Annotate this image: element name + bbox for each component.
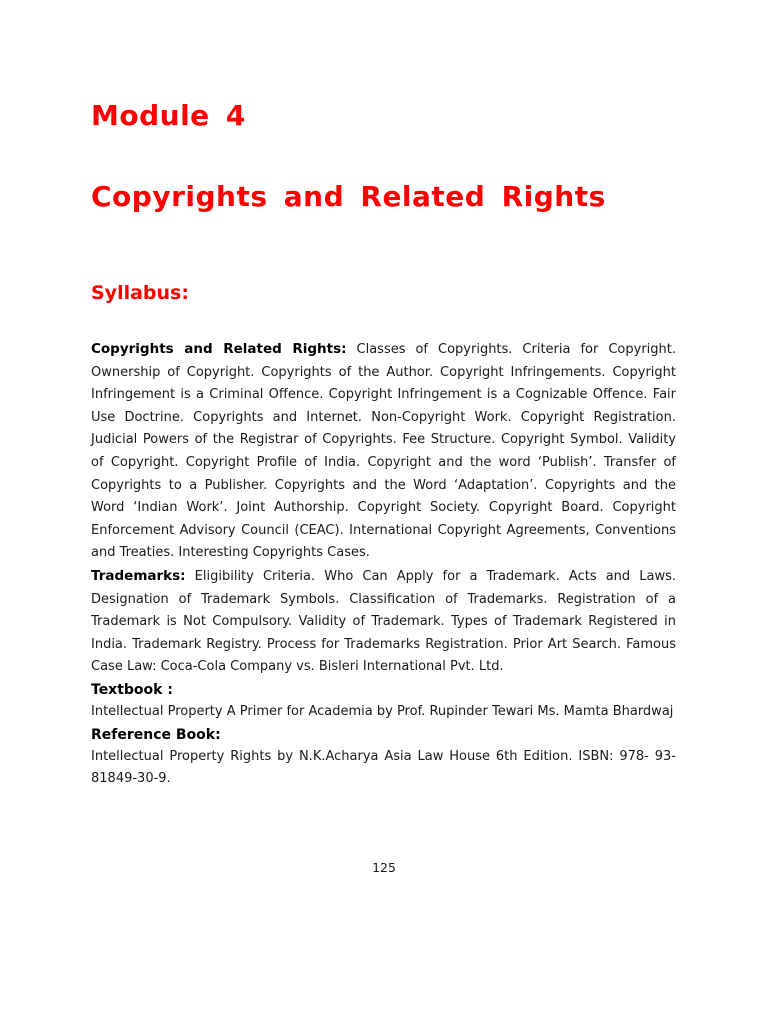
trademarks-paragraph [91, 565, 676, 679]
copyrights-lead: Copyrights and Related Rights: [91, 341, 347, 357]
textbook-text: Intellectual Property A Primer for Academia by Prof. Rupinder Tewari Ms. Mamta Bhardwaj [91, 703, 674, 719]
copyrights-paragraph [91, 338, 676, 565]
syllabus-body [91, 338, 676, 791]
reference-book-text: Intellectual Property Rights by N.K.Acharya Asia Law House 6th Edition. ISBN: 978- 93-81849-30-9. [91, 748, 676, 787]
trademarks-text: Eligibility Criteria. Who Can Apply for a Trademark. Acts and Laws. Designation of Trademark Symbols. Classification of Trademarks. Registration of a Trademark is Not Compulsory. Validity of Trademark. Types of Trademark Registered in India. Trademark Registry. Process for Trademarks Registration. Prior Art Search. Famous Case Law: Coca-Cola Company vs. Bisleri International Pvt. Ltd. [91, 568, 676, 675]
copyrights-text: Classes of Copyrights. Criteria for Copyright. Ownership of Copyright. Copyrights of the Author. Copyright Infringements. Copyright Infringement is a Criminal Offence. Copyright Infringement is a Cognizable Offence. Fair Use Doctrine. Copyrights and Internet. Non-Copyright Work. Copyright Registration. Judicial Powers of the Registrar of Copyrights. Fee Structure. Copyright Symbol. Validity of Copyright. Copyright Profile of India. Copyright and the word ‘Publish’. Transfer of Copyrights to a Publisher. Copyrights and the Word ‘Adaptation’. Copyrights and the Word ‘Indian Work’. Joint Authorship. Copyright Society. Copyright Board. Copyright Enforcement Advisory Council (CEAC). International Copyright Agreements, Conventions and Treaties. Interesting Copyrights Cases. [91, 342, 676, 561]
chapter-title: Copyrights and Related Rights [91, 180, 606, 213]
syllabus-heading: Syllabus: [91, 282, 189, 304]
trademarks-lead: Trademarks: [91, 567, 186, 584]
textbook-heading: Textbook : [91, 681, 173, 698]
reference-book-heading: Reference Book: [91, 726, 221, 743]
page-number: 125 [372, 860, 396, 875]
module-title: Module 4 [91, 99, 246, 132]
